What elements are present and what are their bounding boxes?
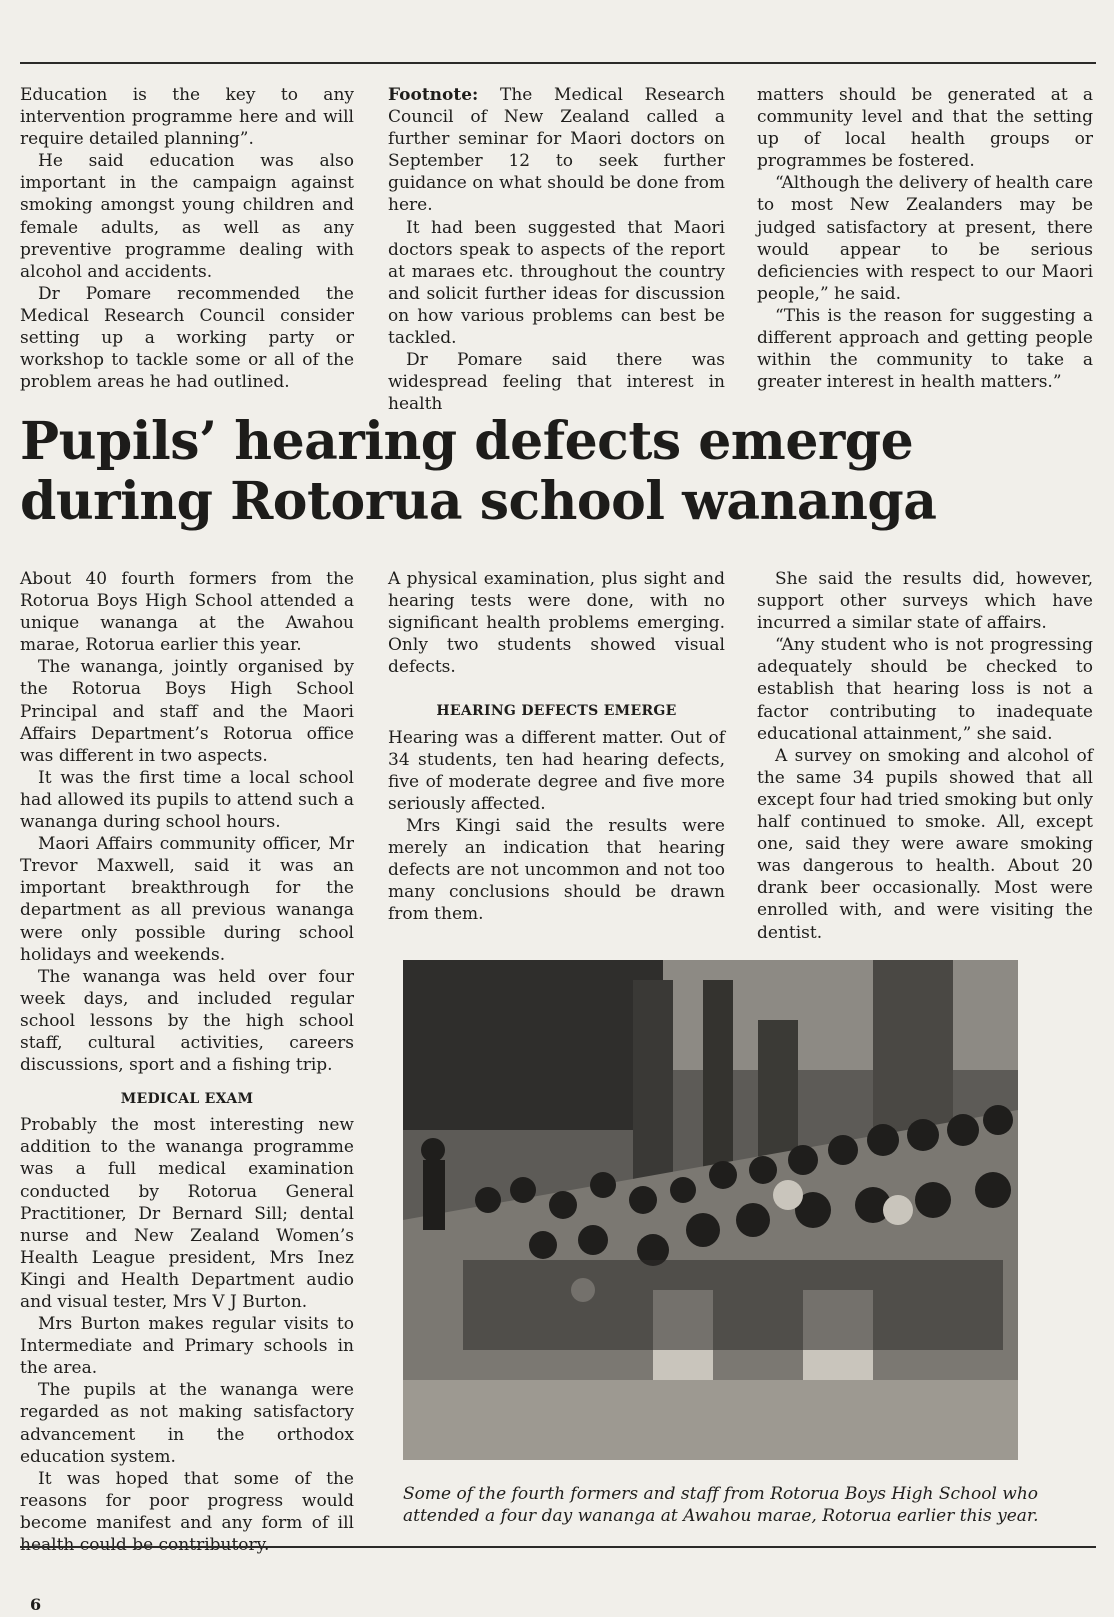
paragraph: It had been suggested that Maori doctors speak to aspects of the report at maraes etc. throughout the country and solicit further ideas for discussion on how various problems can best be tackled. [388,217,725,349]
headline-line-2: during Rotorua school wananga [20,471,937,532]
subhead-hearing-defects: HEARING DEFECTS EMERGE [436,703,677,720]
paragraph: The pupils at the wananga were regarded as not making satisfactory advancement in the orthodox education system. [20,1380,354,1467]
paragraph: She said the results did, however, support other surveys which have incurred a similar state of affairs. [757,569,1093,634]
paragraph: “Although the delivery of health care to most New Zealanders may be judged satisfactory at present, there would appear to be serious deficiencies with respect to our Maori people,” he said. [757,173,1093,304]
paragraph: Mrs Kingi said the results were merely an indication that hearing defects are not uncommon and not too many conclusions should be drawn from them. [388,815,725,925]
paragraph: Probably the most interesting new addition to the wananga programme was a full medical examination conducted by Rotorua General Practitioner, Dr Bernard Sill; dental nurse and New Zealand Women’s Health League president, Mrs Inez Kingi and Health Department audio and visual tester, Mrs V J Burton. [20,1115,354,1312]
footnote-label: Footnote: [388,85,479,105]
paragraph: “Any student who is not progressing adequately should be checked to establish that hearing loss is not a factor contributing to inadequate educational attainment,” she said. [757,635,1093,744]
group-photo-illustration [403,960,1018,1460]
paragraph: The wananga was held over four week days, and included regular school lessons by the high school staff, cultural activities, careers discussions, sport and a fishing trip. [20,966,354,1076]
article-headline [20,412,1096,532]
article-column-2 [388,568,725,925]
top-column-3 [757,84,1093,393]
paragraph: Dr Pomare recommended the Medical Research Council consider setting up a working party or workshop to tackle some or all of the problem areas he had outlined. [20,283,354,393]
paragraph: “This is the reason for suggesting a different approach and getting people within the community to take a greater interest in health matters.” [757,305,1093,393]
paragraph: matters should be generated at a community level and that the setting up of local health groups or programmes be fostered. [757,85,1093,172]
bottom-rule [20,1546,1096,1548]
top-column-2 [388,84,725,415]
paragraph: The wananga, jointly organised by the Rotorua Boys High School Principal and staff and the Maori Affairs Department’s Rotorua office was different in two aspects. [20,657,354,766]
paragraph: A physical examination, plus sight and hearing tests were done, with no significant health problems emerging. Only two students showed visual defects. [388,569,725,678]
top-rule [20,62,1096,64]
top-column-1 [20,84,354,393]
paragraph: Dr Pomare said there was widespread feeling that interest in health [388,350,725,415]
footnote-text: The Medical Research Council of New Zealand called a further seminar for Maori doctors on September 12 to seek further guidance on what should be done from here. [388,85,726,216]
footnote [388,84,725,217]
paragraph: He said education was also important in the campaign against smoking amongst young children and female adults, as well as any preventive programme dealing with alcohol and accidents. [20,151,354,282]
article-column-1 [20,568,354,1556]
photo-caption: Some of the fourth formers and staff from Rotorua Boys High School who attended a four day wananga at Awahou marae, Rotorua earlier this year. [403,1484,1039,1526]
subhead-medical-exam: MEDICAL EXAM [120,1091,254,1108]
paragraph: Mrs Burton makes regular visits to Intermediate and Primary schools in the area. [20,1314,354,1379]
group-photo [403,960,1018,1460]
paragraph: Education is the key to any intervention programme here and will require detailed planning”. [20,85,354,150]
page-number: 6 [30,1595,42,1614]
article-column-3 [757,568,1093,944]
paragraph: It was hoped that some of the reasons for poor progress would become manifest and any form of ill [20,1468,354,1533]
paragraph: It was the first time a local school had allowed its pupils to attend such a wananga during school hours. [20,767,354,833]
paragraph: About 40 fourth formers from the Rotorua Boys High School attended a unique wananga at the Awahou marae, Rotorua earlier this year. [20,569,354,656]
paragraph: Maori Affairs community officer, Mr Trevor Maxwell, said it was an important breakthrough for the department as all previous wananga were only possible during school holidays and weekends. [20,834,354,965]
headline-line-1: Pupils’ hearing defects emerge [20,411,914,472]
paragraph: Hearing was a different matter. Out of 34 students, ten had hearing defects, five of moderate degree and five more seriously affected. [388,727,725,814]
paragraph: A survey on smoking and alcohol of the same 34 pupils showed that all except four had tried smoking but only half continued to smoke. All, except one, said they were aware smoking was dangerous to health. About 20 drank beer occasionally. Most were enrolled with, and were visiting the dentist. [757,745,1093,943]
